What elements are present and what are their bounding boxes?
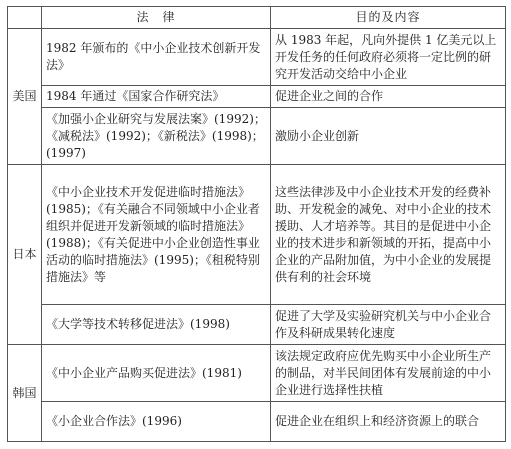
- country-cell-japan: 日本: [8, 165, 42, 345]
- law-table: [7, 6, 506, 442]
- law-cell: 《中小企业技术开发促进临时措施法》(1985)；《有关融合不同领域中小企业者组织并促进开发新领域的临时措施法》(1988)；《有关促进中小企业创造性事业活动的临时措施法》(1995)；《租税特别措施法》等: [42, 165, 271, 305]
- purpose-cell: 促进了大学及实验研究机关与中小企业合作及科研成果转化速度: [271, 305, 506, 345]
- header-row: [8, 7, 506, 29]
- law-cell: 《加强小企业研究与发展法案》(1992)；《减税法》(1992)；《新税法》(1998)；(1997): [42, 108, 271, 165]
- purpose-cell: 促进企业在组织上和经济资源上的联合: [271, 402, 506, 442]
- purpose-cell: 促进企业之间的合作: [271, 86, 506, 108]
- header-country: [8, 7, 42, 29]
- table-row: [8, 402, 506, 442]
- table-row: [8, 345, 506, 402]
- purpose-cell: 激励小企业创新: [271, 108, 506, 165]
- law-cell: 1982 年颁布的《中小企业技术创新开发法》: [42, 29, 271, 86]
- law-cell: 《小企业合作法》(1996): [42, 402, 271, 442]
- country-cell-usa: 美国: [8, 29, 42, 165]
- country-cell-korea: 韩国: [8, 345, 42, 442]
- table-row: [8, 86, 506, 108]
- table-row: [8, 29, 506, 86]
- table-row: [8, 108, 506, 165]
- purpose-cell: 从 1983 年起，凡向外提供 1 亿美元以上开发任务的任何政府必须将一定比例的研究开发活动交给中小企业: [271, 29, 506, 86]
- header-law: 法 律: [42, 7, 271, 29]
- table-row: [8, 165, 506, 305]
- law-cell: 《中小企业产品购买促进法》(1981): [42, 345, 271, 402]
- purpose-cell: 这些法律涉及中小企业技术开发的经费补助、开发税金的减免、对中小企业的技术援助、人才培养等。其目的是促进中小企业的技术进步和新领域的开拓，提高中小企业的产品附加值，为中小企业的发展提供有利的社会环境: [271, 165, 506, 305]
- law-cell: 《大学等技术转移促进法》(1998): [42, 305, 271, 345]
- header-purpose: 目的及内容: [271, 7, 506, 29]
- table-row: [8, 305, 506, 345]
- law-cell: 1984 年通过《国家合作研究法》: [42, 86, 271, 108]
- purpose-cell: 该法规定政府应优先购买中小企业所生产的制品，对半民间团体有发展前途的中小企业进行选择性扶植: [271, 345, 506, 402]
